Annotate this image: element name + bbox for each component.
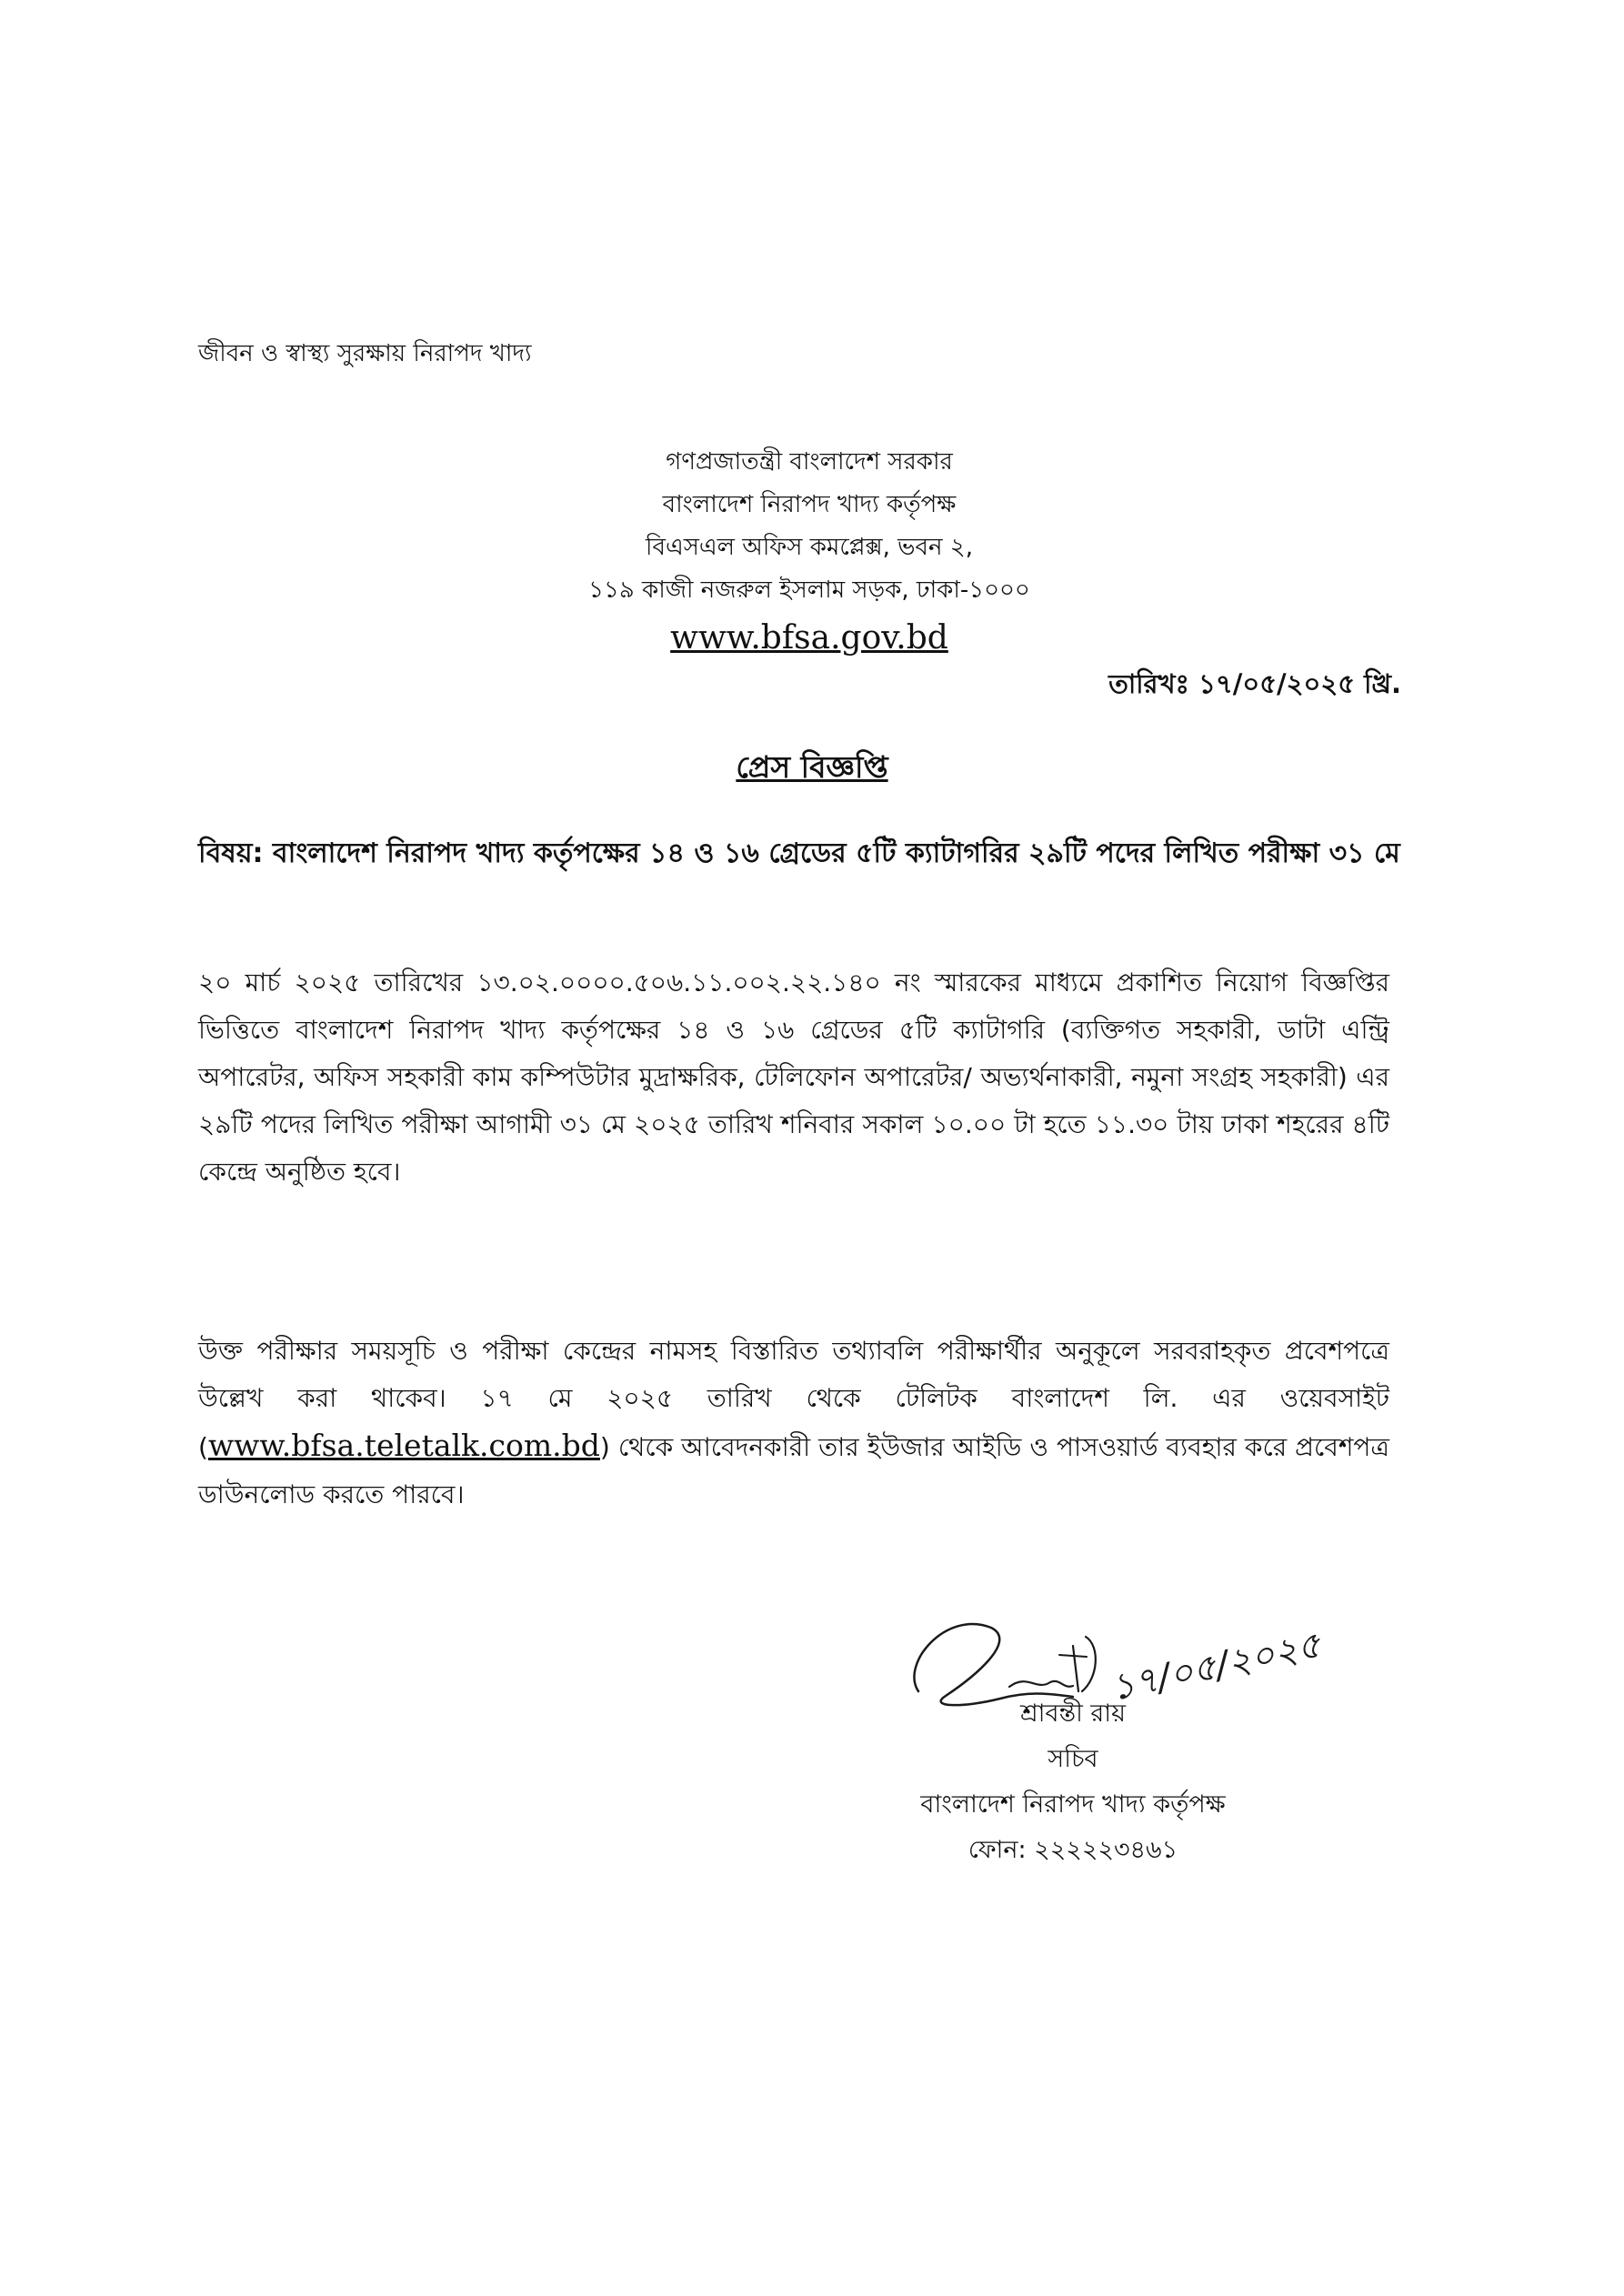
government-name: গণপ্রজাতন্ত্রী বাংলাদেশ সরকার (666, 448, 953, 476)
teletalk-website-link[interactable]: www.bfsa.teletalk.com.bd (207, 1428, 600, 1463)
slogan: জীবন ও স্বাস্থ্য সুরক্ষায় নিরাপদ খাদ্য (198, 340, 532, 367)
website-link[interactable]: www.bfsa.gov.bd (670, 619, 948, 657)
issue-date: তারিখঃ ১৭/০৫/২০২৫ খ্রি. (1108, 668, 1401, 699)
address-line-2: ১১৯ কাজী নজরুল ইসলাম সড়ক, ঢাকা-১০০০ (588, 577, 1030, 604)
signatory-designation: সচিব (1048, 1745, 1098, 1773)
signatory-phone: ফোন: ২২২২২৩৪৬১ (967, 1836, 1178, 1864)
letterhead (436, 441, 1182, 665)
paragraph-admit-card-text-after: ) থেকে আবেদনকারী তার ইউজার আইডি ও পাসওয়ার্ড ব্যবহার করে প্রবেশপত্র ডাউনলোড করতে পারবে। (198, 1432, 1389, 1509)
handwritten-date: ১৭/০৫/২০২৫ (1107, 1623, 1325, 1709)
press-release-title: প্রেস বিজ্ঞপ্তি (736, 749, 888, 785)
address-line-1: বিএসএল অফিস কমপ্লেক্স, ভবন ২, (646, 534, 973, 561)
authority-name: বাংলাদেশ নিরাপদ খাদ্য কর্তৃপক্ষ (662, 491, 957, 518)
signatory-name: শ্রাবন্তী রায় (1020, 1699, 1126, 1728)
signatory-block (837, 1691, 1309, 1873)
paragraph-admit-card (198, 1328, 1389, 1519)
paragraph-exam-notice: ২০ মার্চ ২০২৫ তারিখের ১৩.০২.০০০০.৫০৬.১১.০০২.২২.১৪০ নং স্মারকের মাধ্যমে প্রকাশিত নিয়োগ বিজ্ঞপ্তির ভিত্তিতে বাংলাদেশ নিরাপদ খাদ্য কর্তৃপক্ষের ১৪ ও ১৬ গ্রেডের ৫টি ক্যাটাগরি (ব্যক্তিগত সহকারী, ডাটা এন্ট্রি অপারেটর, অফিস সহকারী কাম কম্পিউটার মুদ্রাক্ষরিক, টেলিফোন অপারেটর/ অভ্যর্থনাকারী, নমুনা সংগ্রহ সহকারী) এর ২৯টি পদের লিখিত পরীক্ষা আগামী ৩১ মে ২০২৫ তারিখ শনিবার সকাল ১০.০০ টা হতে ১১.৩০ টায় ঢাকা শহরের ৪টি কেন্দ্রে অনুষ্ঠিত হবে। (198, 968, 1389, 1187)
paragraph-admit-card-text-before: উক্ত পরীক্ষার সময়সূচি ও পরীক্ষা কেন্দ্রের নামসহ বিস্তারিত তথ্যাবলি পরীক্ষার্থীর অনুকূলে সরবরাহকৃত প্রবেশপত্রে উল্লেখ করা থাকেব। ১৭ মে ২০২৫ তারিখ থেকে টেলিটক বাংলাদেশ লি. এর ওয়েবসাইট ( (198, 1336, 1389, 1462)
signatory-office: বাংলাদেশ নিরাপদ খাদ্য কর্তৃপক্ষ (920, 1790, 1226, 1819)
subject-line: বিষয়: বাংলাদেশ নিরাপদ খাদ্য কর্তৃপক্ষের ১৪ ও ১৬ গ্রেডের ৫টি ক্যাটাগরির ২৯টি পদের লিখিত পরীক্ষা ৩১ মে (198, 837, 1400, 869)
